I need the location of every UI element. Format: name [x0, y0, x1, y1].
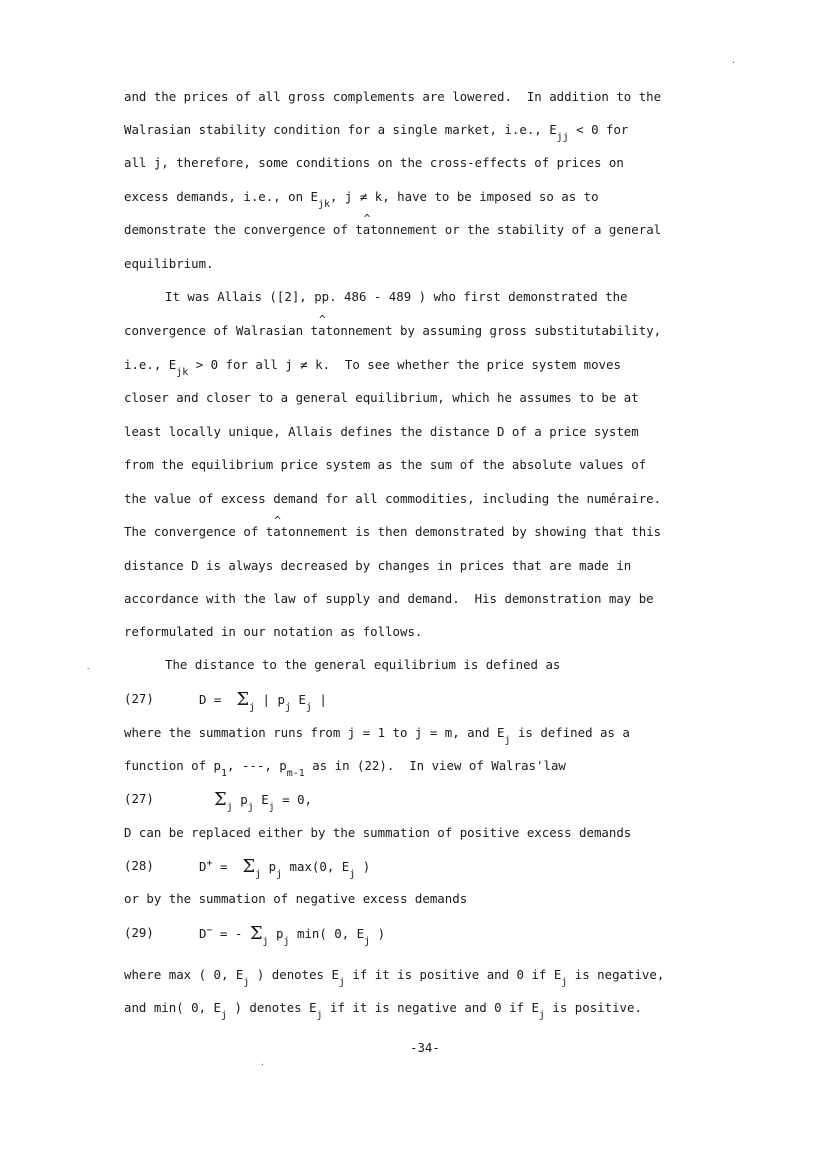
replace-line: D can be replaced either by the summation of positive excess demands [124, 825, 632, 840]
negative-line: or by the summation of negative excess demands [124, 891, 468, 906]
para3-line1: The distance to the general equilibrium is defined as [165, 657, 561, 672]
para1-line2: Walrasian stability condition for a single market, i.e., $E_{jj} < 0$ for [124, 122, 629, 143]
page-number: -34- [410, 1040, 440, 1055]
para2-line2: convergence of Walrasian t^ atonnement by assuming gross substitutability, [124, 323, 734, 339]
min-definition-line: and min( 0, $E_j$ ) denotes $E_j$ if it is negative and 0 if $E_j$ is positive. [124, 1000, 642, 1021]
equation-28: $D^+ = \Sigma_j$ $p_j$ max(0, $E_j$ ) [199, 856, 371, 880]
equation-29-number: (29) [124, 925, 154, 940]
para1-line5: demonstrate the convergence of t^ atonnement or the stability of a general [124, 222, 734, 238]
para2-line5: least locally unique, Allais defines the distance D of a price system [124, 424, 639, 439]
para2-line7: the value of excess demand for all commodities, including the numéraire. [124, 491, 662, 506]
para1-line6: equilibrium. [124, 256, 214, 271]
equation-27b-number: (27) [124, 791, 154, 806]
para1-line3: all j, therefore, some conditions on the cross-effects of prices on [124, 155, 624, 170]
para2-line8: The convergence of t^ atonnement is then demonstrated by showing that this [124, 524, 734, 540]
equation-27b: $\Sigma_j$ $p_j$ $E_j = 0$, [214, 789, 313, 813]
equation-27a-number: (27) [124, 691, 154, 706]
scan-speck: · [260, 1060, 265, 1069]
para2-line11: reformulated in our notation as follows. [124, 624, 423, 639]
equation-28-number: (28) [124, 858, 154, 873]
para1-line4: excess demands, i.e., on $E_{jk}$, j ≠ k, have to be imposed so as to [124, 189, 599, 210]
equation-29: D− = - $\Sigma_j$ $p_j$ min( 0, $E_j$ ) [199, 923, 386, 947]
para2-line1: It was Allais ([2], pp. 486 - 489 ) who first demonstrated the [165, 289, 628, 304]
scan-speck: · [731, 58, 736, 67]
para2-line9: distance D is always decreased by changes in prices that are made in [124, 558, 632, 573]
equation-27a: $D = \Sigma_j$ | $p_j$ $E_j$ | [199, 689, 327, 713]
para2-line4: closer and closer to a general equilibrium, which he assumes to be at [124, 390, 639, 405]
scan-speck: - [86, 664, 91, 673]
para1-line1: and the prices of all gross complements are lowered. In addition to the [124, 89, 662, 104]
para2-line10: accordance with the law of supply and demand. His demonstration may be [124, 591, 654, 606]
para2-line6: from the equilibrium price system as the sum of the absolute values of [124, 457, 647, 472]
function-of-line: function of $p_1$, ---, $p_{m-1}$ as in (22). In view of Walras'law [124, 758, 566, 779]
para2-line3: i.e., $E_{jk} > 0$ for all j ≠ k. To see whether the price system moves [124, 357, 621, 378]
where-summation-line: where the summation runs from j = 1 to j = m, and $E_j$ is defined as a [124, 725, 630, 746]
max-definition-line: where max ( 0, $E_j$ ) denotes $E_j$ if it is positive and 0 if $E_j$ is negative, [124, 967, 665, 988]
